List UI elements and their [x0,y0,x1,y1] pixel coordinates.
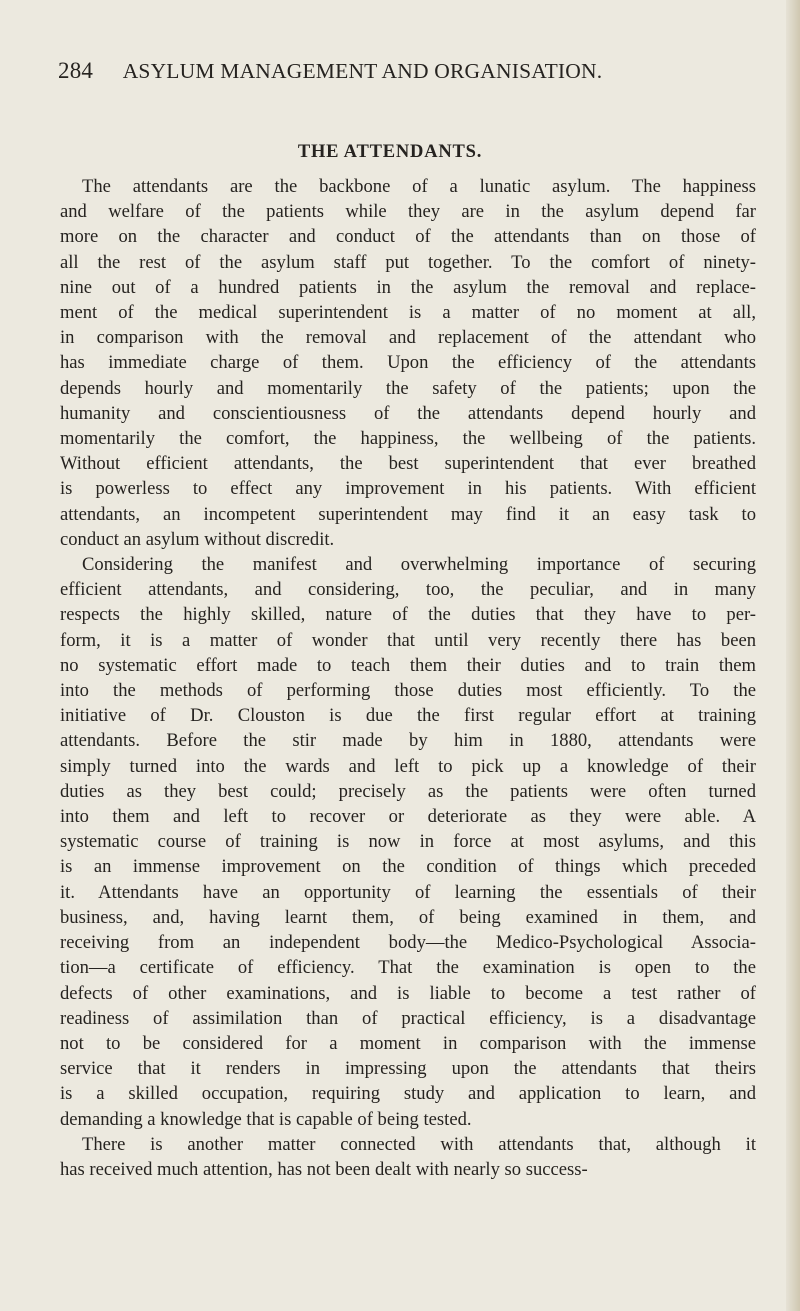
text-line: nine out of a hundred patients in the asylum the removal and replace- [60,276,756,298]
text-line: has immediate charge of them. Upon the efficiency of the attendants [60,352,756,374]
paragraph [60,174,756,552]
text-line: humanity and conscientiousness of the attendants depend hourly and [60,402,756,424]
text-line: respects the highly skilled, nature of the duties that they have to per- [60,604,756,626]
text-line: service that it renders in impressing upon the attendants that theirs [60,1058,756,1080]
text-line: depends hourly and momentarily the safety of the patients; upon the [60,377,756,399]
text-line: momentarily the comfort, the happiness, the wellbeing of the patients. [60,428,756,450]
text-line: into the methods of performing those duties most efficiently. To the [60,680,756,702]
text-line: attendants, an incompetent superintendent may find it an easy task to [60,503,756,525]
text-line: has received much attention, has not been dealt with nearly so success- [60,1158,588,1180]
text-line: no systematic effort made to teach them their duties and to train them [60,654,756,676]
text-line: defects of other examinations, and is liable to become a test rather of [60,982,756,1004]
text-line: it. Attendants have an opportunity of learning the essentials of their [60,881,756,903]
text-line: readiness of assimilation than of practical efficiency, is a disadvantage [60,1007,756,1029]
text-line: in comparison with the removal and replacement of the attendant who [60,327,756,349]
text-line: demanding a knowledge that is capable of being tested. [60,1108,472,1130]
text-line: into them and left to recover or deteriorate as they were able. A [60,806,756,828]
text-line: attendants. Before the stir made by him in 1880, attendants were [60,730,756,752]
text-line: form, it is a matter of wonder that until very recently there has been [60,629,756,651]
text-line: is a skilled occupation, requiring study and application to learn, and [60,1083,756,1105]
text-line: business, and, having learnt them, of being examined in them, and [60,906,756,928]
text-line: tion—a certificate of efficiency. That the examination is open to the [60,957,756,979]
text-line: duties as they best could; precisely as the patients were often turned [60,780,756,802]
text-line: The attendants are the backbone of a lunatic asylum. The happiness [82,176,756,197]
text-line: Considering the manifest and overwhelming importance of securing [82,554,756,576]
body-text [60,174,756,1182]
paragraph [60,552,756,1132]
text-line: initiative of Dr. Clouston is due the first regular effort at training [60,705,756,727]
page-number: 284 [58,58,94,83]
section-title: THE ATTENDANTS. [297,142,483,162]
text-line: more on the character and conduct of the attendants than on those of [60,226,756,248]
text-line: systematic course of training is now in force at most asylums, and this [60,831,756,853]
running-head [58,58,758,84]
text-line: ment of the medical superintendent is a matter of no moment at all, [60,302,756,324]
text-line: There is another matter connected with attendants that, although it [82,1133,756,1155]
running-title: ASYLUM MANAGEMENT AND ORGANISATION. [122,59,603,83]
text-line: is powerless to effect any improvement in his patients. With efficient [60,478,756,500]
text-line: receiving from an independent body—the Medico-Psychological Associa- [60,932,756,954]
text-line: conduct an asylum without discredit. [60,528,335,550]
text-line: simply turned into the wards and left to pick up a knowledge of their [60,755,756,777]
text-line: and welfare of the patients while they are in the asylum depend far [60,201,756,223]
text-line: not to be considered for a moment in comparison with the immense [60,1032,756,1054]
text-line: efficient attendants, and considering, too, the peculiar, and in many [60,579,756,601]
text-line: Without efficient attendants, the best superintendent that ever breathed [60,453,756,475]
page-edge [786,0,800,1311]
text-line: is an immense improvement on the condition of things which preceded [60,856,756,878]
text-line: all the rest of the asylum staff put together. To the comfort of ninety- [60,251,756,273]
paragraph [60,1132,756,1182]
